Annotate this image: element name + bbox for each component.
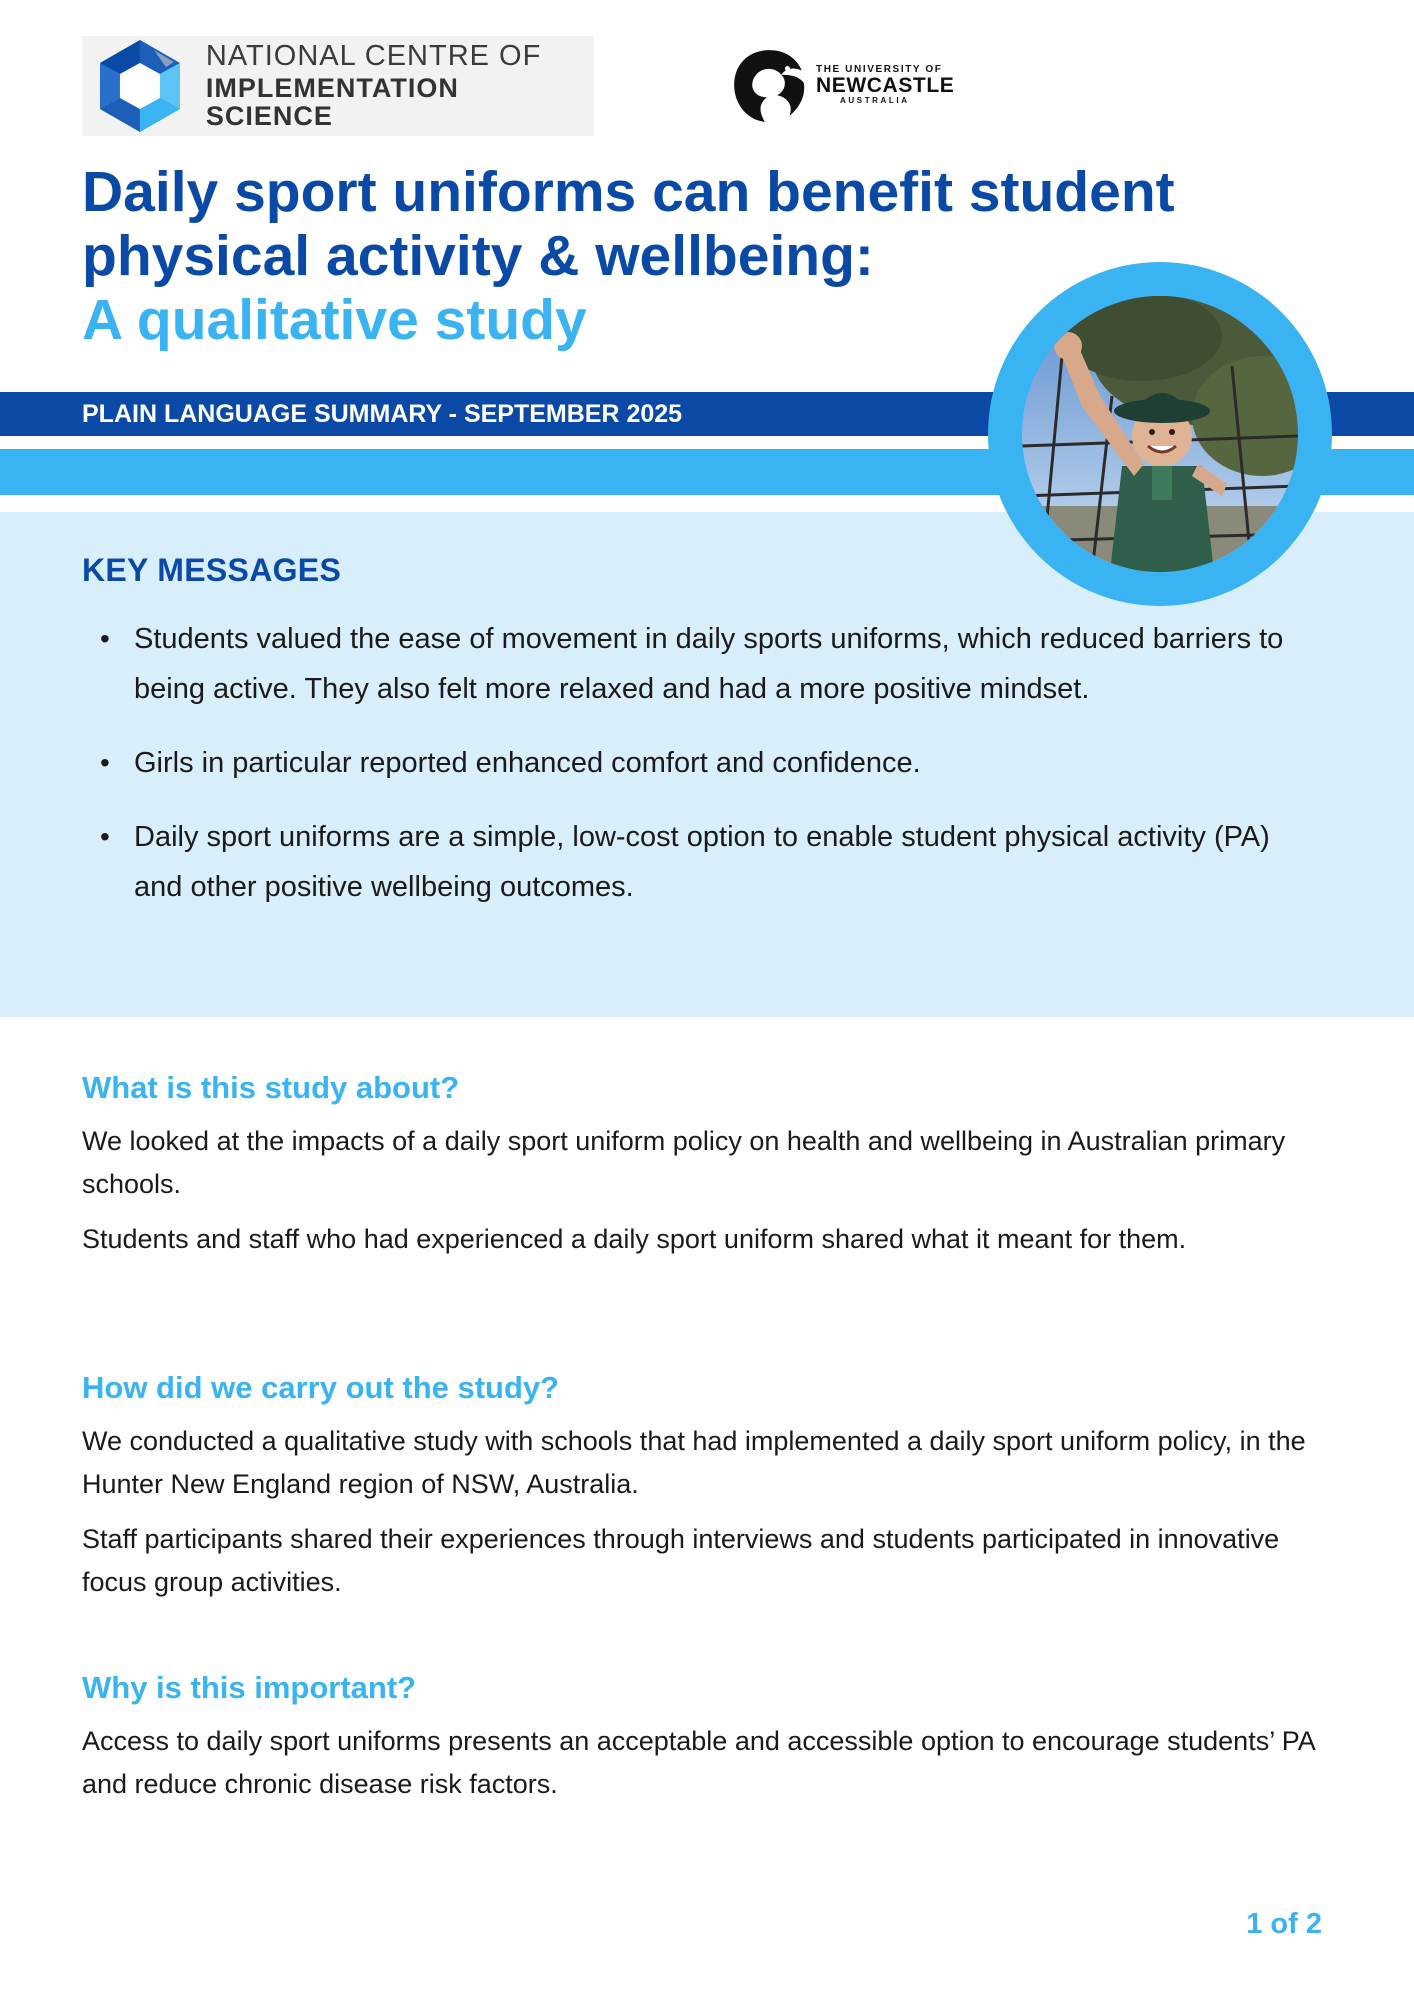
section-heading: Why is this important? (82, 1670, 417, 1705)
section-paragraph: Staff participants shared their experiences through interviews and students participated in innovative focus group activities. (82, 1524, 1280, 1597)
ncis-name-line2: IMPLEMENTATION SCIENCE (205, 72, 459, 132)
section-method (82, 1368, 1332, 1604)
summary-band-label: PLAIN LANGUAGE SUMMARY - SEPTEMBER 2025 (82, 400, 683, 428)
key-messages-heading: KEY MESSAGES (82, 552, 342, 588)
seahorse-crest-icon (728, 44, 810, 126)
section-paragraph: We looked at the impacts of a daily sport uniform policy on health and wellbeing in Australian primary schools. (82, 1126, 1286, 1199)
key-messages-list (82, 614, 1312, 936)
title-line-2: physical activity & wellbeing: (82, 224, 874, 288)
page-subtitle: A qualitative study (82, 288, 587, 352)
section-heading: What is this study about? (82, 1070, 460, 1105)
section-importance (82, 1668, 1332, 1806)
ncis-hexagon-logo-icon (90, 36, 190, 136)
uon-country: AUSTRALIA (840, 96, 910, 106)
uon-logo (728, 44, 988, 126)
section-paragraph: Access to daily sport uniforms presents an acceptable and accessible option to encourage students’ PA and reduce chronic disease risk factors. (82, 1726, 1315, 1799)
student-climbing-photo-icon (1022, 296, 1298, 572)
title-line-1: Daily sport uniforms can benefit student (82, 160, 1175, 224)
section-heading: How did we carry out the study? (82, 1370, 560, 1405)
key-message-item: • Girls in particular reported enhanced comfort and confidence. (82, 738, 1312, 788)
ncis-logo (82, 36, 594, 136)
student-photo (1022, 296, 1298, 572)
section-paragraph: We conducted a qualitative study with schools that had implemented a daily sport uniform policy, in the Hunter New England region of NSW, Australia. (82, 1426, 1306, 1499)
uon-name: NEWCASTLE (816, 74, 955, 98)
section-about (82, 1068, 1332, 1261)
page-title (82, 160, 1262, 288)
photo-frame (988, 262, 1332, 606)
uon-prefix: THE UNIVERSITY OF (816, 63, 943, 75)
section-paragraph: Students and staff who had experienced a daily sport uniform shared what it meant for them. (82, 1224, 1187, 1254)
key-message-item: • Students valued the ease of movement in daily sports uniforms, which reduced barriers to being active. They also felt more relaxed and had a more positive mindset. (82, 614, 1312, 714)
key-message-item: • Daily sport uniforms are a simple, low-cost option to enable student physical activity (PA) and other positive wellbeing outcomes. (82, 812, 1312, 912)
ncis-name-line1: NATIONAL CENTRE OF (205, 40, 542, 73)
page-number: 1 of 2 (1246, 1908, 1322, 1940)
